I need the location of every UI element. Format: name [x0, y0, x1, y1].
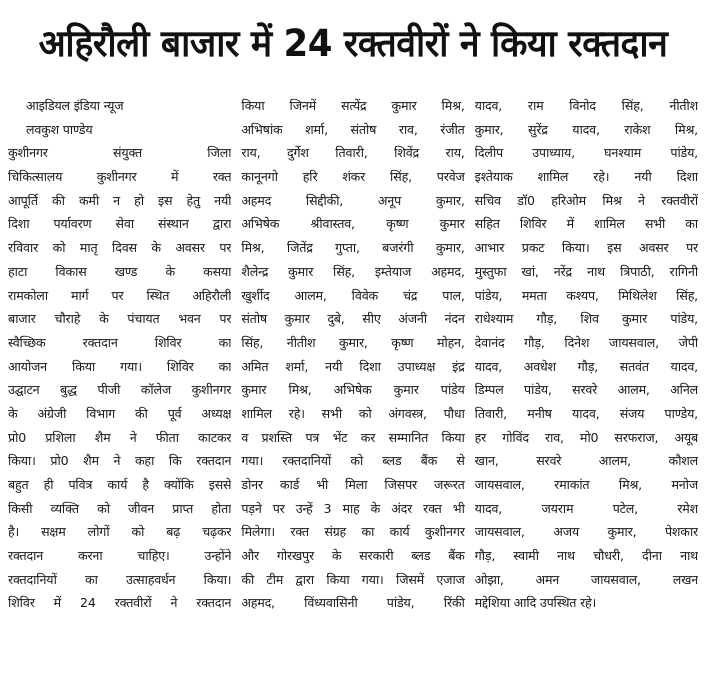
article-line: यादव, अवधेश गौड़, सतवंत यादव, [474, 358, 698, 374]
article-line: चिकित्सालय कुशीनगर में रक्त [8, 169, 232, 185]
article-line: खान, सरवरे आलम, कौशल [474, 453, 698, 469]
article-line: आभार प्रकट किया। इस अवसर पर [474, 240, 698, 256]
article-line: किसी व्यक्ति को जीवन प्राप्त होता [8, 500, 232, 516]
article-line: सिंह, नीतीश कुमार, कृष्ण मोहन, [241, 334, 465, 350]
article-line: किया। प्रो0 शैम ने कहा कि रक्तदान [8, 453, 232, 469]
article-line: किया जिनमें सत्येंद्र कुमार मिश्र, [241, 98, 465, 113]
article-line: मिलेगा। रक्त संग्रह का कार्य कुशीनगर [241, 524, 465, 540]
article-line: कुमार मिश्र, अभिषेक कुमार पांडेय [241, 382, 465, 398]
article-line: आइडियल इंडिया न्यूज [26, 98, 124, 113]
article-line: दिशा पर्यावरण सेवा संस्थान द्वारा [8, 216, 232, 232]
article-line: बाजार चौराहे के पंचायत भवन पर [8, 311, 232, 327]
article-line: रक्तदान करना चाहिए। उन्होंने [8, 548, 232, 564]
article-line: इश्तेयाक शामिल रहे। नयी दिशा [474, 169, 698, 185]
article-line: जायसवाल, रमाकांत मिश्र, मनोज [474, 477, 698, 492]
article-line: यादव, जयराम पटेल, रमेश [474, 500, 698, 516]
article-line: गौड़, स्वामी नाथ चौधरी, दीना नाथ [474, 548, 698, 564]
article-line: अमित शर्मा, नयी दिशा उपाध्यक्ष इंद्र [241, 358, 465, 374]
article-line: पड़ने पर उन्हें 3 माह के अंदर रक्त भी [241, 500, 465, 516]
article-line: स्वैच्छिक रक्तदान शिविर का [8, 334, 232, 350]
article-line: डिम्पल पांडेय, सरवरे आलम, अनिल [474, 382, 698, 398]
article-line: आपूर्ति की कमी न हो इस हेतु नयी [8, 192, 232, 208]
article-line: कुमार, सुरेंद्र यादव, राकेश मिश्र, [474, 121, 698, 137]
article-line: है। सक्षम लोगों को बढ़ चढ़कर [8, 524, 232, 540]
article-line: तिवारी, मनीष यादव, संजय पाण्डेय, [474, 405, 698, 421]
article-line: शामिल रहे। सभी को अंगवस्त्र, पौधा [241, 405, 465, 421]
article-line: रविवार को मातृ दिवस के अवसर पर [8, 240, 232, 256]
article-body [8, 94, 698, 674]
article-column-1 [8, 94, 231, 674]
article-line: राय, दुर्गेश तिवारी, शिवेंद्र राय, [241, 145, 465, 161]
article-line: हर गोविंद राव, मो0 सरफराज, अयूब [474, 429, 698, 445]
article-line: प्रो0 प्रशिला शैम ने फीता काटकर [8, 429, 232, 445]
article-line: राधेश्याम गौड़, शिव कुमार पांडेय, [474, 311, 698, 327]
article-line: डोनर कार्ड भी मिला जिसपर जरूरत [241, 477, 465, 492]
article-column-3 [475, 94, 698, 674]
article-line: और गोरखपुर के सरकारी ब्लड बैंक [241, 548, 465, 564]
article-line: मिश्र, जितेंद्र गुप्ता, बजरंगी कुमार, [241, 240, 465, 256]
article-line: शिविर में 24 रक्तवीरों ने रक्तदान [8, 595, 232, 611]
article-line: सहित शिविर में शामिल सभी का [474, 216, 698, 232]
article-line: के अंग्रेजी विभाग की पूर्व अध्यक्ष [8, 405, 232, 421]
article-line: ओझा, अमन जायसवाल, लखन [474, 571, 698, 587]
article-line: सचिव डॉ0 हरिओम मिश्र ने रक्तवीरों [474, 192, 698, 208]
headline: अहिरौली बाजार में 24 रक्तवीरों ने किया रक्तदान [38, 22, 668, 65]
article-line: पांडेय, ममता कश्यप, मिथिलेश सिंह, [474, 287, 698, 303]
article-line: खुर्शीद आलम, विवेक चंद्र पाल, [241, 287, 465, 303]
article-line: शैलेन्द्र कुमार सिंह, इम्तेयाज अहमद, [241, 263, 465, 279]
article-line: उद्घाटन बुद्ध पीजी कॉलेज कुशीनगर [8, 382, 232, 398]
article-line: गया। रक्तदानियों को ब्लड बैंक से [241, 453, 465, 469]
article-line: व प्रशस्ति पत्र भेंट कर सम्मानित किया [241, 429, 465, 445]
article-line: अभिषांक शर्मा, संतोष राव, रंजीत [241, 121, 465, 137]
article-line: रामकोला मार्ग पर स्थित अहिरौली [8, 287, 232, 303]
article-line: कानूनगो हरि शंकर सिंह, परवेज [241, 169, 465, 185]
article-line: मद्देशिया आदि उपस्थित रहे। [474, 595, 597, 611]
article-line: अहमद, विंध्यवासिनी पांडेय, रिंकी [241, 595, 465, 611]
article-line: अभिषेक श्रीवास्तव, कृष्ण कुमार [241, 216, 465, 232]
article-line: संतोष कुमार दुबे, सीए अंजनी नंदन [241, 311, 465, 327]
article-line: जायसवाल, अजय कुमार, पेशकार [474, 524, 698, 540]
article-line: आयोजन किया गया। शिविर का [8, 358, 232, 374]
article-line: लवकुश पाण्डेय [26, 121, 93, 137]
article-line: दिलीप उपाध्याय, घनश्याम पांडेय, [474, 145, 698, 161]
article-line: कुशीनगर संयुक्त जिला [8, 145, 232, 161]
article-line: यादव, राम विनोद सिंह, नीतीश [474, 98, 698, 113]
article-line: रक्तदानियों का उत्साहवर्धन किया। [8, 571, 232, 587]
article-line: बहुत ही पवित्र कार्य है क्योंकि इससे [8, 477, 232, 492]
article-column-2 [241, 94, 464, 674]
article-line: हाटा विकास खण्ड के कसया [8, 263, 232, 279]
article-line: देवानंद गौड़, दिनेश जायसवाल, जेपी [474, 334, 698, 350]
article-line: अहमद सिद्दीकी, अनूप कुमार, [241, 192, 465, 208]
article-line: की टीम द्वारा किया गया। जिसमें एजाज [241, 571, 465, 587]
article-line: मुस्तुफा खां, नरेंद्र नाथ त्रिपाठी, रागिनी [474, 263, 698, 279]
